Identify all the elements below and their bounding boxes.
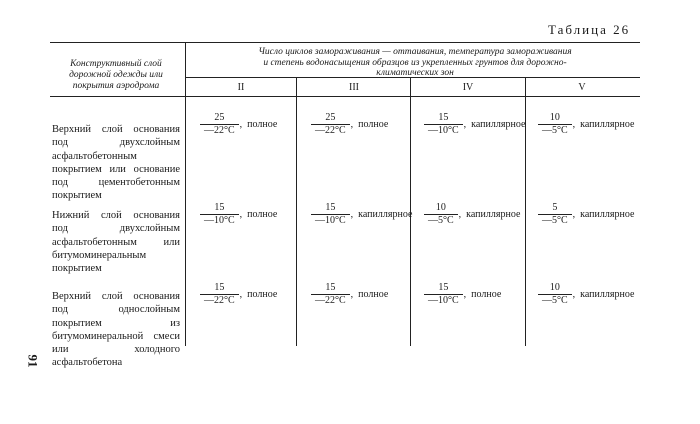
cycle-count: 15 — [214, 282, 225, 293]
separator-comma: , — [239, 289, 243, 300]
saturation-degree: капиллярное — [358, 209, 413, 220]
separator-comma: , — [572, 119, 576, 130]
freezing-temperature: —22°C — [311, 294, 350, 307]
cycle-count: 5 — [552, 202, 558, 213]
saturation-degree: капиллярное — [580, 119, 635, 130]
page-number: 91 — [25, 354, 41, 368]
cycles-temperature-fraction — [311, 112, 350, 137]
saturation-degree: полное — [247, 209, 278, 220]
cycles-temperature-fraction — [424, 112, 463, 137]
value-cell — [424, 282, 501, 307]
cycles-temperature-fraction — [424, 282, 463, 307]
value-cell — [311, 282, 388, 307]
freezing-temperature: —5°C — [538, 294, 572, 307]
value-cell — [538, 282, 634, 307]
freezing-temperature: —22°C — [200, 124, 239, 137]
zone-header-IV: IV — [462, 82, 474, 93]
freezing-temperature: —10°C — [200, 214, 239, 227]
freezing-temperature: —5°C — [538, 124, 572, 137]
separator-comma: , — [463, 289, 467, 300]
row-label-2: Нижний слой основания под двухслойным асфальтобетонным или битумоминеральным покрытием — [52, 210, 180, 275]
cycle-count: 10 — [549, 112, 560, 123]
value-cell — [200, 282, 277, 307]
zone-header-II: II — [237, 82, 245, 93]
saturation-degree: капиллярное — [471, 119, 526, 130]
value-cell — [538, 112, 634, 137]
value-cell — [200, 202, 277, 227]
header-bottom-rule — [50, 96, 640, 97]
separator-comma: , — [239, 119, 243, 130]
cycle-count: 15 — [438, 282, 449, 293]
main-column-header — [190, 47, 640, 79]
cycle-count: 15 — [325, 202, 336, 213]
zone-header-III: III — [349, 82, 359, 93]
separator-comma: , — [350, 209, 354, 220]
cycles-temperature-fraction — [200, 202, 239, 227]
cycle-count: 25 — [214, 112, 225, 123]
value-cell — [538, 202, 634, 227]
saturation-degree: капиллярное — [466, 209, 521, 220]
table-top-rule — [50, 42, 640, 43]
freezing-temperature: —5°C — [424, 214, 458, 227]
cycles-temperature-fraction — [538, 282, 572, 307]
saturation-degree: полное — [247, 119, 278, 130]
separator-comma: , — [463, 119, 467, 130]
saturation-degree: полное — [358, 119, 389, 130]
cycle-count: 15 — [438, 112, 449, 123]
cycles-temperature-fraction — [311, 202, 350, 227]
freezing-temperature: —22°C — [200, 294, 239, 307]
saturation-degree: полное — [358, 289, 389, 300]
separator-comma: , — [350, 289, 354, 300]
zone-header-V: V — [578, 82, 586, 93]
freezing-temperature: —10°C — [424, 294, 463, 307]
separator-comma: , — [572, 289, 576, 300]
value-cell — [311, 112, 388, 137]
row-label-1: Верхний слой основания под двухслойным асфальтобетонным покрытием или основание под цементобетонным покрытием — [52, 124, 180, 202]
cycle-count: 10 — [549, 282, 560, 293]
main-header-line-2: и степень водонасыщения образцов из укрепленных грунтов для дорожно- — [263, 57, 567, 68]
cycles-temperature-fraction — [538, 112, 572, 137]
freezing-temperature: —10°C — [424, 124, 463, 137]
main-header-line-1: Число циклов замораживания — оттаивания, температура замораживания — [258, 47, 572, 57]
cycles-temperature-fraction — [311, 282, 350, 307]
value-cell — [424, 202, 520, 227]
saturation-degree: капиллярное — [580, 209, 635, 220]
cycle-count: 25 — [325, 112, 336, 123]
value-cell — [424, 112, 525, 137]
row-label-3: Верхний слой основания под однослойным покрытием из битумоминеральной смеси или холодного асфальтобетона — [52, 291, 180, 369]
cycle-count: 15 — [214, 202, 225, 213]
saturation-degree: полное — [471, 289, 502, 300]
separator-comma: , — [572, 209, 576, 220]
freezing-temperature: —5°C — [538, 214, 572, 227]
cycles-temperature-fraction — [200, 112, 239, 137]
first-column-header: Конструктивный слой дорожной одежды или покрытия аэродрома — [69, 59, 163, 91]
table-caption: Таблица 26 — [548, 22, 631, 37]
cycle-count: 10 — [435, 202, 446, 213]
freezing-temperature: —22°C — [311, 124, 350, 137]
value-cell — [311, 202, 412, 227]
separator-comma: , — [239, 209, 243, 220]
cycle-count: 15 — [325, 282, 336, 293]
saturation-degree: полное — [247, 289, 278, 300]
column-divider-1 — [185, 42, 186, 346]
separator-comma: , — [350, 119, 354, 130]
saturation-degree: капиллярное — [580, 289, 635, 300]
value-cell — [200, 112, 277, 137]
cycles-temperature-fraction — [424, 202, 458, 227]
separator-comma: , — [458, 209, 462, 220]
main-header-line-3: климатических зон — [376, 68, 454, 78]
cycles-temperature-fraction — [200, 282, 239, 307]
cycles-temperature-fraction — [538, 202, 572, 227]
freezing-temperature: —10°C — [311, 214, 350, 227]
column-divider-2 — [296, 77, 297, 346]
